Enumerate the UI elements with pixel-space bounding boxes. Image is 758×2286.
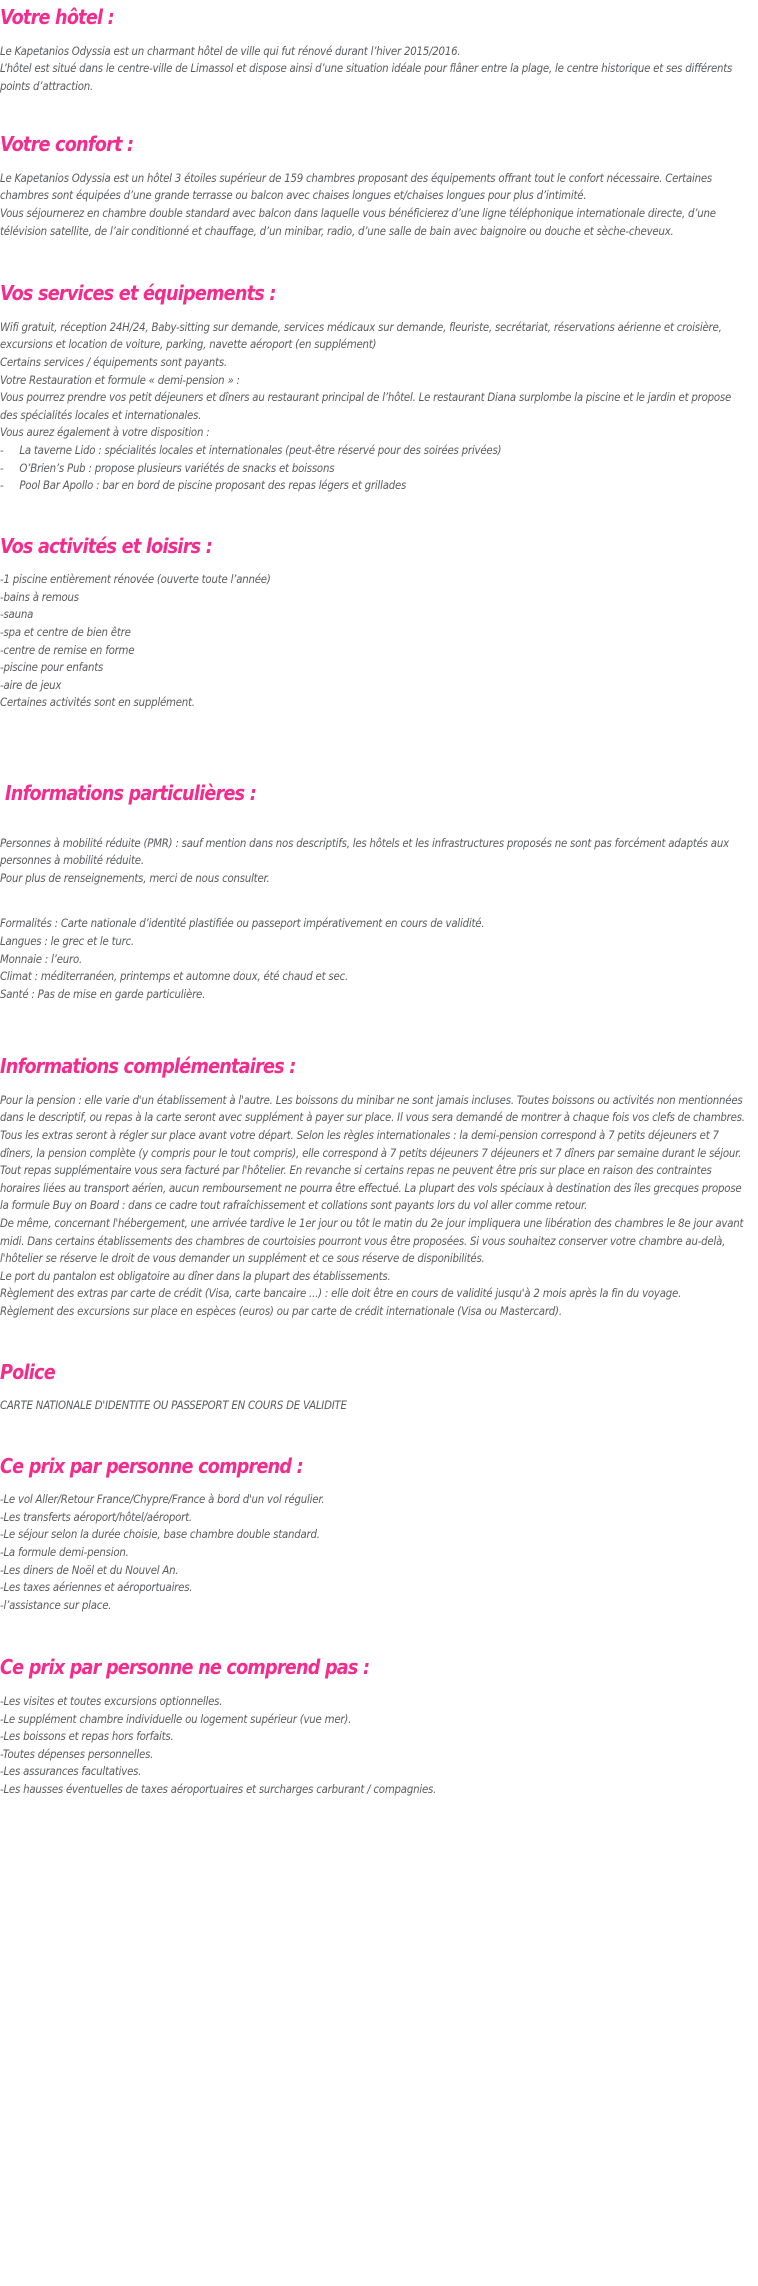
section-title-police: Police bbox=[0, 1359, 55, 1384]
section-votre-hotel bbox=[0, 0, 752, 95]
list-item bbox=[0, 477, 662, 495]
list-item: -Le séjour selon la durée choisie, base chambre double standard. bbox=[0, 1527, 320, 1542]
list-item: -1 piscine entièrement rénovée (ouverte toute l’année) bbox=[0, 572, 271, 587]
section-police bbox=[0, 1321, 752, 1415]
section-title-votre-confort: Votre confort : bbox=[0, 132, 134, 157]
list-item: -spa et centre de bien être bbox=[0, 625, 131, 640]
list-item: -sauna bbox=[0, 607, 34, 622]
paragraph-services-4: Vous pourrez prendre vos petit déjeuners et dîners au restaurant principal de l’hôtel. Le restaurant Diana surplombe la piscine et le jardin et propose des spécialités locales et internationales. bbox=[0, 390, 732, 422]
section-informations-particulieres bbox=[0, 712, 752, 1003]
dash-bullet: - bbox=[0, 478, 4, 493]
list-item: -Les assurances facultatives. bbox=[0, 1764, 142, 1779]
list-item-label: O’Brien’s Pub : propose plusieurs variétés de snacks et boissons bbox=[19, 460, 335, 475]
paragraph-pmr: Personnes à mobilité réduite (PMR) : sauf mention dans nos descriptifs, les hôtels et les infrastructures proposés ne sont pas forcément adaptés aux personnes à mobilité réduite. bbox=[0, 835, 729, 868]
list-item: -Toutes dépenses personnelles. bbox=[0, 1746, 154, 1761]
list-item: -La formule demi-pension. bbox=[0, 1545, 129, 1560]
dash-bullet: - bbox=[0, 442, 4, 457]
paragraph-climat: Climat : méditerranéen, printemps et automne doux, été chaud et sec. bbox=[0, 969, 348, 984]
section-title-prix-comprend: Ce prix par personne comprend : bbox=[0, 1453, 303, 1478]
paragraph-renseignements: Pour plus de renseignements, merci de nous consulter. bbox=[0, 870, 270, 885]
list-item: -Les visites et toutes excursions optionnelles. bbox=[0, 1693, 223, 1708]
paragraph-confort-1: Le Kapetanios Odyssia est un hôtel 3 étoiles supérieur de 159 chambres proposant des équipements offrant tout le confort nécessaire. Certaines chambres sont équipées d’une grande terrasse ou balcon avec chaises longues et/chaises longues pour plus d’intimité. bbox=[0, 170, 713, 203]
paragraph-monnaie: Monnaie : l’euro. bbox=[0, 951, 83, 966]
paragraph-services-2: Certains services / équipements sont payants. bbox=[0, 354, 227, 369]
included-list bbox=[0, 1491, 752, 1614]
paragraph-hotel-1: Le Kapetanios Odyssia est un charmant hôtel de ville qui fut rénové durant l’hiver 2015/2016. bbox=[0, 43, 461, 58]
paragraph-services-3: Votre Restauration et formule « demi-pension » : bbox=[0, 372, 240, 387]
paragraph-hotel-2: L’hôtel est situé dans le centre-ville de Limassol et dispose ainsi d’une situation idéale pour flâner entre la plage, le centre historique et ses différents points d’attraction. bbox=[0, 61, 733, 93]
paragraph-hebergement: De même, concernant l'hébergement, une arrivée tardive le 1er jour ou tôt le matin du 2e jour impliquera une libération des chambres le 8e jour avant midi. Dans certains établissements des chambres de courtoisies pourront vous être proposées. Si vous souhaitez conserver votre chambre au-delà, l'hôtelier se réserve le droit de vous demander un supplément et ce sous réserve de disponibilités. bbox=[0, 1216, 744, 1266]
section-title-informations-complementaires: Informations complémentaires : bbox=[0, 1054, 296, 1079]
paragraph-services-1: Wifi gratuit, réception 24H/24, Baby-sitting sur demande, services médicaux sur demande, fleuriste, secrétariat, réservations aérienne et croisière, excursions et location de voiture, parking, navette aéroport (en supplément) bbox=[0, 319, 722, 352]
excluded-list bbox=[0, 1693, 752, 1799]
list-item: -Le vol Aller/Retour France/Chypre/France à bord d'un vol régulier. bbox=[0, 1492, 325, 1507]
section-votre-confort bbox=[0, 95, 752, 240]
list-item: -l’assistance sur place. bbox=[0, 1597, 112, 1612]
list-item: -Les boissons et repas hors forfaits. bbox=[0, 1729, 174, 1744]
list-item: -centre de remise en forme bbox=[0, 642, 135, 657]
paragraph-formalites: Formalités : Carte nationale d’identité plastifiée ou passeport impérativement en cours de validité. bbox=[0, 916, 485, 931]
list-item: -Le supplément chambre individuelle ou logement supérieur (vue mer). bbox=[0, 1711, 352, 1726]
list-item bbox=[0, 442, 662, 460]
dash-bullet: - bbox=[0, 460, 4, 475]
list-item: -Les transferts aéroport/hôtel/aéroport. bbox=[0, 1509, 192, 1524]
section-prix-comprend bbox=[0, 1415, 752, 1615]
paragraph-confort-2: Vous séjournerez en chambre double standard avec balcon dans laquelle vous bénéficierez d’une ligne téléphonique internationale directe, d’une télévision satellite, de l’air conditionné et chauffage, d’un minibar, radio, d’une salle de bain avec baignoire ou douche et sèche-cheveux. bbox=[0, 206, 716, 238]
section-title-prix-ne-comprend-pas: Ce prix par personne ne comprend pas : bbox=[0, 1655, 370, 1680]
paragraph-pension: Pour la pension : elle varie d'un établissement à l'autre. Les boissons du minibar ne sont jamais incluses. Toutes boissons ou activités non mentionnées dans le descriptif, ou repas à la carte seront avec supplément à payer sur place. Il vous sera demandé de montrer à chaque fois vos clefs de chambres. Tous les extras seront à régler sur place avant votre départ. Selon les règles internationales : la demi-pension correspond à 7 petits déjeuners et 7 dîners, la pension complète (y compris pour le tout compris), elle correspond à 7 petits déjeuners 7 déjeuners et 7 dîners par semaine durant le séjour. Tout repas supplémentaire vous sera facturé par l'hôtelier. En revanche si certains repas ne peuvent être pris sur place en raison des contraintes horaires liées au transport aérien, aucun remboursement ne pourra être effectué. La plupart des vols spéciaux à destination des îles grecques propose la formule Buy on Board : dans ce cadre tout rafraîchissement et collations sont payants lors du vol aller comme retour. bbox=[0, 1092, 745, 1213]
list-item: -bains à remous bbox=[0, 589, 79, 604]
activities-list bbox=[0, 571, 752, 712]
list-item-label: La taverne Lido : spécialités locales et internationales (peut-être réservé pour des soirées privées) bbox=[19, 442, 502, 457]
list-item: -aire de jeux bbox=[0, 677, 62, 692]
section-title-vos-services: Vos services et équipements : bbox=[0, 281, 276, 306]
list-item-label: Pool Bar Apollo : bar en bord de piscine proposant des repas légers et grillades bbox=[19, 478, 407, 493]
list-item: -piscine pour enfants bbox=[0, 660, 104, 675]
paragraph-sante: Santé : Pas de mise en garde particulière. bbox=[0, 986, 206, 1001]
section-title-votre-hotel: Votre hôtel : bbox=[0, 5, 114, 29]
services-restaurant-list bbox=[0, 442, 752, 495]
section-vos-services-equipements bbox=[0, 240, 752, 494]
paragraph-pantalon: Le port du pantalon est obligatoire au dîner dans la plupart des établissements. bbox=[0, 1268, 391, 1283]
section-prix-ne-comprend-pas bbox=[0, 1614, 752, 1798]
section-title-vos-activites: Vos activités et loisirs : bbox=[0, 533, 212, 558]
section-vos-activites-loisirs bbox=[0, 495, 752, 712]
section-informations-complementaires bbox=[0, 1003, 752, 1320]
list-item: Certaines activités sont en supplément. bbox=[0, 695, 195, 710]
paragraph-reglement-excursions: Règlement des excursions sur place en espèces (euros) ou par carte de crédit internationale (Visa ou Mastercard). bbox=[0, 1304, 562, 1318]
paragraph-police-document: CARTE NATIONALE D'IDENTITE OU PASSEPORT EN COURS DE VALIDITE bbox=[0, 1398, 347, 1413]
paragraph-reglement-extras: Règlement des extras par carte de crédit (Visa, carte bancaire ...) : elle doit être en cours de validité jusqu'à 2 mois après la fin du voyage. bbox=[0, 1286, 682, 1301]
list-item: -Les hausses éventuelles de taxes aéroportuaires et surcharges carburant / compagnies. bbox=[0, 1781, 437, 1796]
list-item: -Les taxes aériennes et aéroportuaires. bbox=[0, 1580, 193, 1595]
paragraph-langues: Langues : le grec et le turc. bbox=[0, 933, 135, 948]
section-title-informations-particulieres: Informations particulières : bbox=[5, 781, 257, 806]
paragraph-services-5: Vous aurez également à votre disposition : bbox=[0, 425, 210, 440]
list-item bbox=[0, 460, 662, 478]
list-item: -Les diners de Noël et du Nouvel An. bbox=[0, 1562, 179, 1577]
